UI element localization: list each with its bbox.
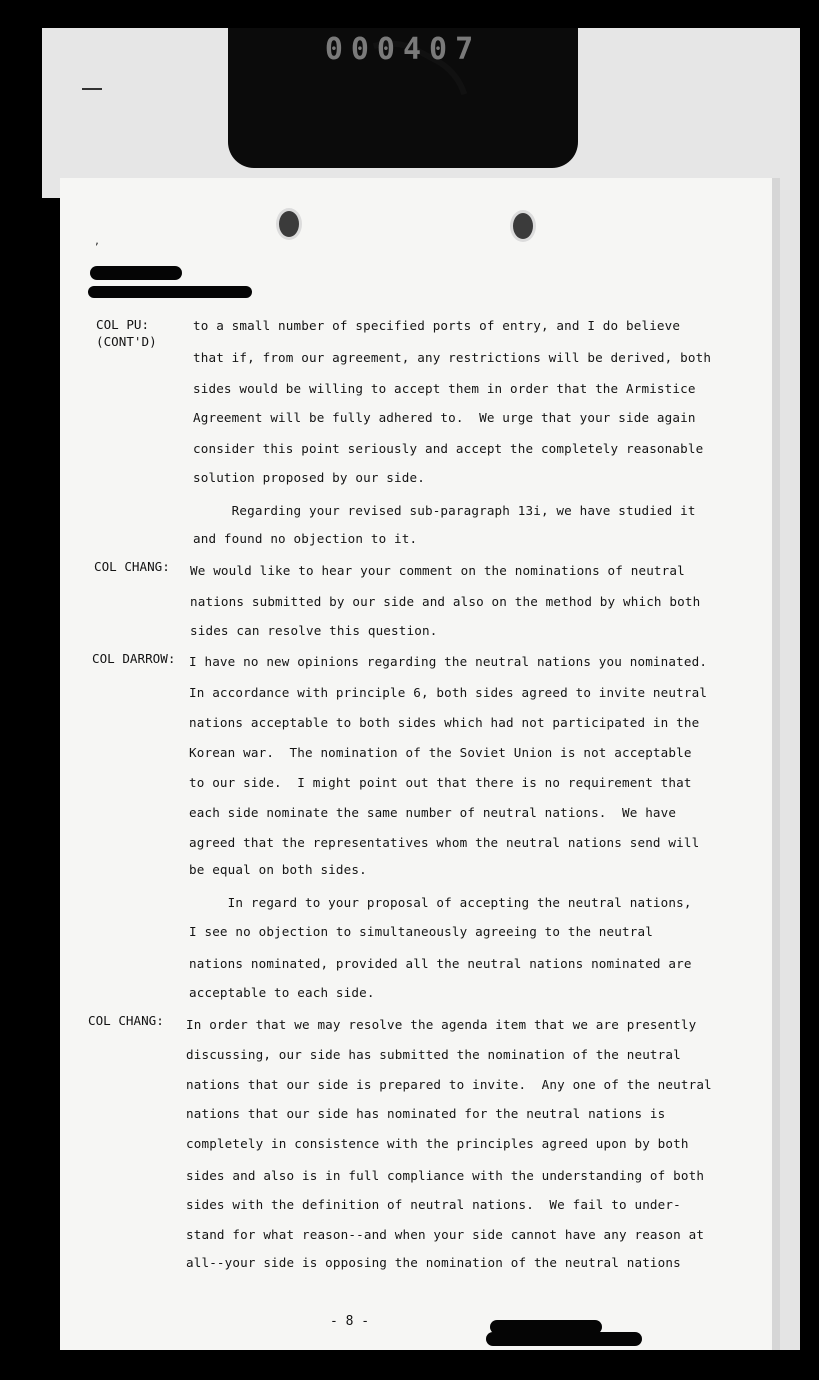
text-line: nations nominated, provided all the neutral nations nominated are bbox=[189, 956, 692, 971]
frame-counter-number: 000407 bbox=[324, 32, 482, 67]
text-line: sides can resolve this question. bbox=[190, 623, 438, 638]
text-line: agreed that the representatives whom the neutral nations send will bbox=[189, 835, 700, 850]
page-edge-strip bbox=[772, 190, 800, 1350]
text-line: Regarding your revised sub-paragraph 13i, we have studied it bbox=[193, 503, 696, 518]
text-line: solution proposed by our side. bbox=[193, 470, 425, 485]
margin-tick: , bbox=[94, 236, 101, 247]
text-line: that if, from our agreement, any restrictions will be derived, both bbox=[193, 350, 712, 365]
redaction-bar bbox=[486, 1332, 642, 1346]
text-line: nations that our side is prepared to invite. Any one of the neutral bbox=[186, 1077, 712, 1092]
film-border bbox=[28, 1352, 800, 1380]
text-line: In regard to your proposal of accepting the neutral nations, bbox=[189, 895, 692, 910]
text-line: nations that our side has nominated for the neutral nations is bbox=[186, 1106, 666, 1121]
text-line: Korean war. The nomination of the Soviet Union is not acceptable bbox=[189, 745, 692, 760]
text-line: to a small number of specified ports of entry, and I do believe bbox=[193, 318, 681, 333]
frame-counter-stamp bbox=[228, 28, 578, 168]
page-number: - 8 - bbox=[330, 1314, 370, 1329]
text-line: nations acceptable to both sides which had not participated in the bbox=[189, 715, 700, 730]
text-line: be equal on both sides. bbox=[189, 862, 367, 877]
margin-dash bbox=[82, 88, 102, 90]
punch-hole-right bbox=[510, 210, 536, 242]
text-line: stand for what reason--and when your side cannot have any reason at bbox=[186, 1227, 705, 1242]
text-line: acceptable to each side. bbox=[189, 985, 375, 1000]
speaker-label: COL PU: (CONT'D) bbox=[96, 317, 157, 349]
text-line: each side nominate the same number of neutral nations. We have bbox=[189, 805, 677, 820]
text-line: all--your side is opposing the nomination of the neutral nations bbox=[186, 1255, 681, 1270]
text-line: sides with the definition of neutral nations. We fail to under- bbox=[186, 1197, 681, 1212]
redaction-bar bbox=[90, 266, 182, 280]
text-line: Agreement will be fully adhered to. We urge that your side again bbox=[193, 410, 696, 425]
speaker-label: COL CHANG: bbox=[88, 1013, 164, 1028]
punch-hole-left bbox=[276, 208, 302, 240]
text-line: and found no objection to it. bbox=[193, 531, 418, 546]
redaction-bar bbox=[88, 286, 252, 298]
text-line: sides would be willing to accept them in order that the Armistice bbox=[193, 381, 696, 396]
speaker-label: COL DARROW: bbox=[92, 651, 176, 666]
text-line: discussing, our side has submitted the nomination of the neutral bbox=[186, 1047, 681, 1062]
speaker-label: COL CHANG: bbox=[94, 559, 170, 574]
text-line: I have no new opinions regarding the neutral nations you nominated. bbox=[189, 654, 708, 669]
text-line: consider this point seriously and accept the completely reasonable bbox=[193, 441, 704, 456]
text-line: In accordance with principle 6, both sides agreed to invite neutral bbox=[189, 685, 708, 700]
text-line: In order that we may resolve the agenda item that we are presently bbox=[186, 1017, 697, 1032]
text-line: nations submitted by our side and also on the method by which both bbox=[190, 594, 701, 609]
text-line: completely in consistence with the principles agreed upon by both bbox=[186, 1136, 689, 1151]
text-line: sides and also is in full compliance with the understanding of both bbox=[186, 1168, 705, 1183]
text-line: I see no objection to simultaneously agreeing to the neutral bbox=[189, 924, 653, 939]
text-line: to our side. I might point out that there is no requirement that bbox=[189, 775, 692, 790]
text-line: We would like to hear your comment on the nominations of neutral bbox=[190, 563, 685, 578]
